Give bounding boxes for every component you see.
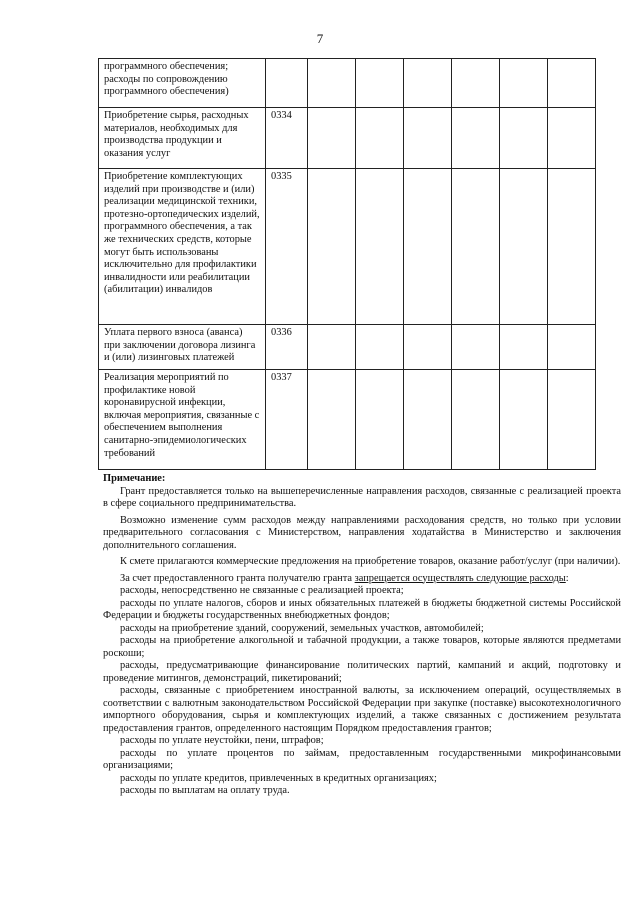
expense-code: 0337 xyxy=(266,370,308,470)
note-paragraph: Возможно изменение сумм расходов между направлениями расходования средств, но только при условии предварительного согласования с Министерством, направления ходатайства в Министерство и заключения дополнительного соглашения. xyxy=(103,514,621,551)
amount-cell xyxy=(452,370,500,470)
prohibited-item: расходы на приобретение алкогольной и табачной продукции, а также товаров, которые являются предметами роскоши; xyxy=(103,635,621,659)
amount-cell xyxy=(404,169,452,325)
prohibited-expenses-label: запрещается осуществлять следующие расходы xyxy=(354,572,566,584)
amount-cell xyxy=(548,325,596,370)
table-row xyxy=(99,108,596,169)
amount-cell xyxy=(500,108,548,169)
amount-cell xyxy=(452,325,500,370)
notes-section xyxy=(103,473,621,798)
prohibited-item: расходы по уплате кредитов, привлеченных в кредитных организациях; xyxy=(120,772,437,784)
amount-cell xyxy=(404,370,452,470)
expense-table xyxy=(98,58,596,470)
intro-colon: : xyxy=(565,572,569,584)
prohibited-item: расходы, связанные с приобретением иностранной валюты, за исключением операций, осуществляемых в соответствии с валютным законодательством Российской Федерации при закупке (поставке) высокотехнологичного импортного оборудования, сырья и комплектующих изделий, а также связанных с достижением результата предоставления грантов, определенного настоящим Порядком предоставления грантов; xyxy=(103,685,621,734)
note-paragraph: К смете прилагаются коммерческие предложения на приобретение товаров, оказание работ/услуг (при наличии). xyxy=(120,556,621,567)
note-paragraph: Грант предоставляется только на вышеперечисленные направления расходов, связанные с реализацией проекта в сфере социального предпринимательства. xyxy=(103,485,621,509)
prohibited-item: расходы, предусматривающие финансирование политических партий, кампаний и акций, подготовку и проведение митингов, демонстраций, пикетирований; xyxy=(103,660,621,684)
amount-cell xyxy=(500,169,548,325)
expense-description: программного обеспечения; расходы по сопровождению программного обеспечения) xyxy=(99,59,266,108)
amount-cell xyxy=(500,370,548,470)
expense-code xyxy=(266,59,308,108)
amount-cell xyxy=(308,169,356,325)
prohibited-expenses-intro xyxy=(103,573,621,586)
amount-cell xyxy=(548,370,596,470)
expense-description: Приобретение сырья, расходных материалов, необходимых для производства продукции и оказания услуг xyxy=(99,108,266,169)
page-number: 7 xyxy=(316,31,324,46)
table-row xyxy=(99,59,596,108)
amount-cell xyxy=(548,169,596,325)
table-row xyxy=(99,370,596,470)
amount-cell xyxy=(356,325,404,370)
amount-cell xyxy=(308,370,356,470)
amount-cell xyxy=(308,59,356,108)
amount-cell xyxy=(356,169,404,325)
table-row xyxy=(99,325,596,370)
expense-code: 0334 xyxy=(266,108,308,169)
prohibited-item: расходы на приобретение зданий, сооружений, земельных участков, автомобилей; xyxy=(120,622,484,634)
amount-cell xyxy=(452,59,500,108)
amount-cell xyxy=(548,59,596,108)
prohibited-item: расходы по уплате налогов, сборов и иных обязательных платежей в бюджеты бюджетной системы Российской Федерации и бюджеты государственных внебюджетных фондов; xyxy=(103,597,621,621)
amount-cell xyxy=(548,108,596,169)
prohibited-item: расходы по уплате процентов по займам, предоставленным государственными микрофинансовыми организациями; xyxy=(103,747,621,771)
amount-cell xyxy=(308,325,356,370)
amount-cell xyxy=(404,325,452,370)
expense-code: 0336 xyxy=(266,325,308,370)
amount-cell xyxy=(356,108,404,169)
expense-description: Приобретение комплектующих изделий при производстве и (или) реализации медицинской техники, протезно-ортопедических изделий, программного обеспечения, а так же технических средств, которые могут быть использованы исключительно для профилактики инвалидности или реабилитации (абилитации) инвалидов xyxy=(99,169,266,325)
prohibited-item: расходы по уплате неустойки, пени, штрафов; xyxy=(120,735,324,746)
intro-text: За счет предоставленного гранта получателю гранта xyxy=(120,572,355,584)
amount-cell xyxy=(356,59,404,108)
amount-cell xyxy=(452,108,500,169)
table-row xyxy=(99,169,596,325)
prohibited-item: расходы по выплатам на оплату труда. xyxy=(120,785,290,796)
amount-cell xyxy=(500,325,548,370)
amount-cell xyxy=(404,59,452,108)
expense-code: 0335 xyxy=(266,169,308,325)
notes-heading: Примечание: xyxy=(103,473,166,484)
amount-cell xyxy=(356,370,404,470)
amount-cell xyxy=(452,169,500,325)
amount-cell xyxy=(500,59,548,108)
expense-description: Реализация мероприятий по профилактике новой коронавирусной инфекции, включая мероприятия, связанные с обеспечением выполнения санитарно-эпидемиологических требований xyxy=(99,370,266,470)
amount-cell xyxy=(308,108,356,169)
expense-description: Уплата первого взноса (аванса) при заключении договора лизинга и (или) лизинговых платежей xyxy=(99,325,266,370)
prohibited-item: расходы, непосредственно не связанные с реализацией проекта; xyxy=(120,585,404,596)
amount-cell xyxy=(404,108,452,169)
